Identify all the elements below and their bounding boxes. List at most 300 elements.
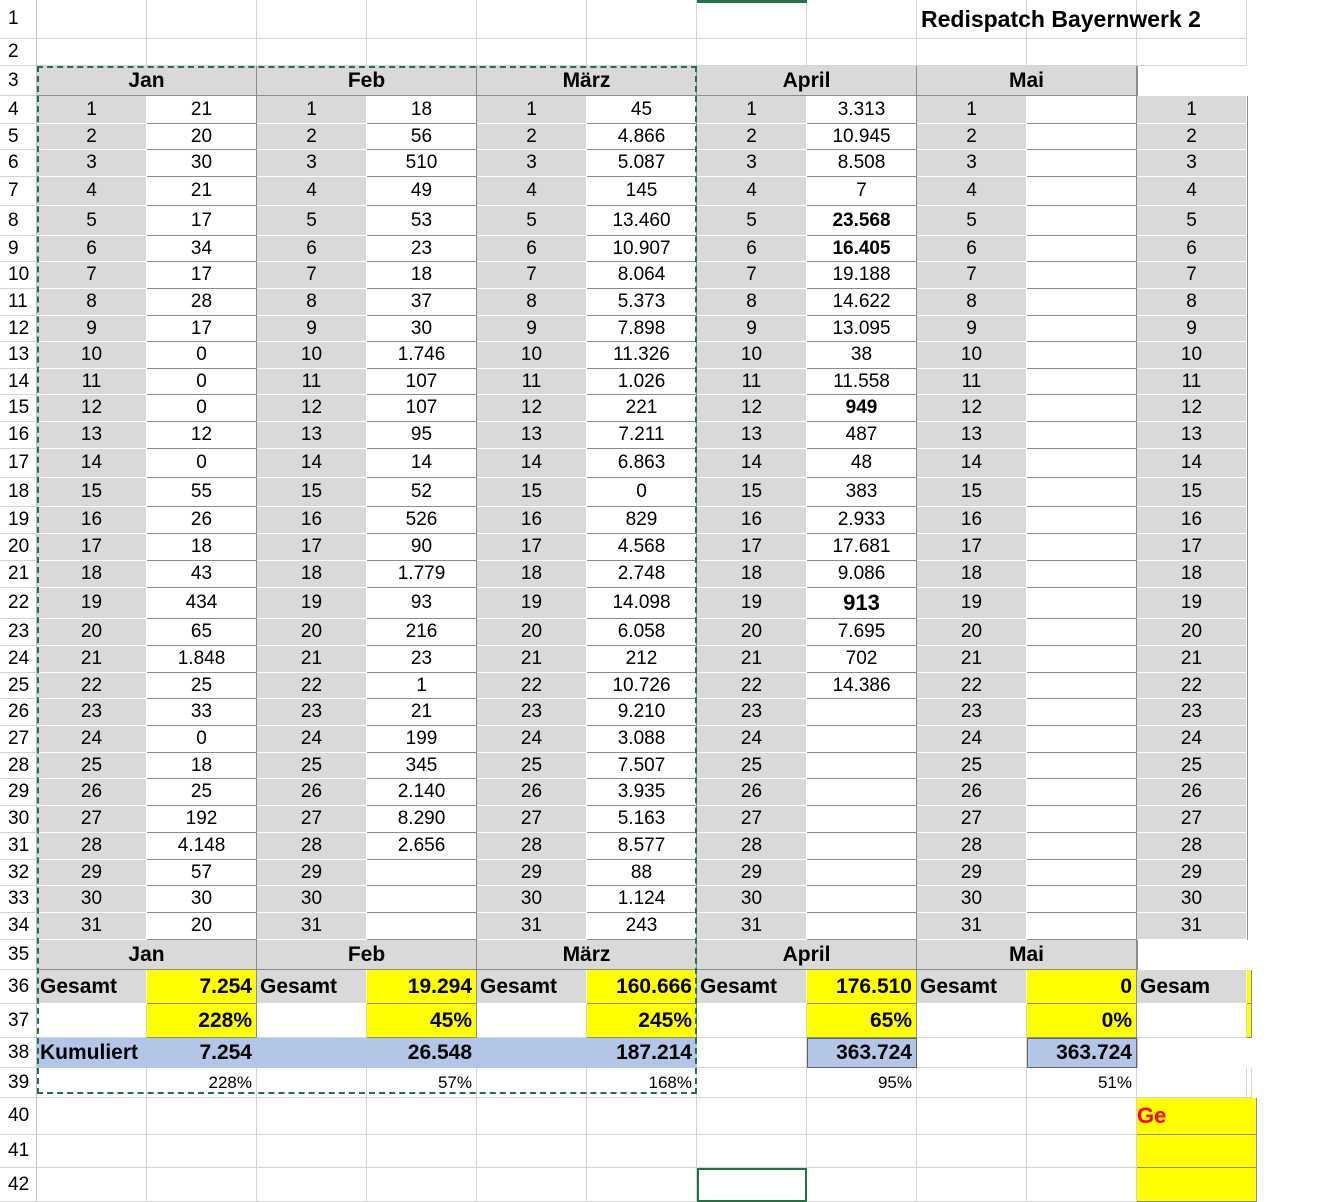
kumuliert-label[interactable]: Kumuliert (37, 1038, 147, 1068)
day-number-cell[interactable]: 21 (257, 646, 367, 673)
value-cell[interactable]: 0 (587, 478, 697, 507)
value-cell[interactable] (1027, 753, 1137, 779)
grid-cell[interactable] (807, 1098, 917, 1135)
grid-cell[interactable] (147, 1098, 257, 1135)
value-cell[interactable] (367, 860, 477, 886)
value-cell[interactable] (807, 699, 917, 726)
day-number-cell[interactable]: 6 (477, 236, 587, 262)
gesamt-value[interactable]: 19.294 (367, 970, 477, 1004)
month-header[interactable]: März (477, 66, 697, 96)
value-cell[interactable]: 221 (587, 395, 697, 422)
day-number-cell[interactable]: 14 (477, 449, 587, 478)
row-header[interactable]: 19 (0, 507, 37, 534)
day-number-cell[interactable]: 5 (1137, 206, 1247, 236)
value-cell[interactable]: 14 (367, 449, 477, 478)
day-number-cell[interactable]: 17 (37, 534, 147, 561)
grid-cell[interactable] (257, 1098, 367, 1135)
day-number-cell[interactable]: 22 (477, 673, 587, 699)
row-header[interactable]: 12 (0, 316, 37, 342)
day-number-cell[interactable]: 2 (477, 124, 587, 150)
day-number-cell[interactable]: 17 (477, 534, 587, 561)
value-cell[interactable]: 216 (367, 619, 477, 646)
kumuliert-value[interactable]: 363.724 (807, 1038, 917, 1068)
grid-cell[interactable] (807, 1135, 917, 1168)
day-number-cell[interactable]: 30 (1137, 886, 1247, 913)
day-number-cell[interactable]: 8 (477, 289, 587, 316)
kumuliert-label[interactable] (477, 1038, 587, 1068)
day-number-cell[interactable]: 1 (917, 96, 1027, 124)
grid-cell[interactable] (257, 0, 367, 39)
value-cell[interactable] (1027, 478, 1137, 507)
gesamt-label[interactable]: Gesamt (917, 970, 1027, 1004)
month-footer-header[interactable]: Mai (917, 940, 1137, 970)
day-number-cell[interactable]: 5 (917, 206, 1027, 236)
day-number-cell[interactable]: 2 (257, 124, 367, 150)
row-header[interactable]: 31 (0, 833, 37, 860)
value-cell[interactable]: 949 (807, 395, 917, 422)
day-number-cell[interactable]: 10 (917, 342, 1027, 369)
value-cell[interactable]: 17 (147, 206, 257, 236)
value-cell[interactable] (1247, 422, 1248, 449)
day-number-cell[interactable]: 6 (1137, 236, 1247, 262)
percent-value[interactable]: 228% (147, 1004, 257, 1038)
value-cell[interactable]: 1.779 (367, 561, 477, 588)
grid-cell[interactable] (587, 0, 697, 39)
day-number-cell[interactable]: 18 (477, 561, 587, 588)
row-header[interactable]: 3 (0, 66, 37, 96)
day-number-cell[interactable]: 7 (1137, 262, 1247, 289)
value-cell[interactable]: 19.188 (807, 262, 917, 289)
day-number-cell[interactable]: 29 (257, 860, 367, 886)
value-cell[interactable] (1247, 96, 1248, 124)
row-header[interactable]: 11 (0, 289, 37, 316)
day-number-cell[interactable]: 13 (37, 422, 147, 449)
day-number-cell[interactable]: 4 (257, 177, 367, 206)
value-cell[interactable]: 49 (367, 177, 477, 206)
row-header[interactable]: 34 (0, 913, 37, 940)
value-cell[interactable]: 199 (367, 726, 477, 753)
row-header[interactable]: 24 (0, 646, 37, 673)
day-number-cell[interactable]: 23 (697, 699, 807, 726)
day-number-cell[interactable]: 7 (37, 262, 147, 289)
blank-cell[interactable] (697, 1004, 807, 1038)
day-number-cell[interactable]: 15 (697, 478, 807, 507)
value-cell[interactable]: 17 (147, 316, 257, 342)
value-cell[interactable]: 88 (587, 860, 697, 886)
value-cell[interactable] (1027, 833, 1137, 860)
value-cell[interactable]: 53 (367, 206, 477, 236)
blank-cell[interactable] (477, 1068, 587, 1098)
day-number-cell[interactable]: 11 (37, 369, 147, 395)
row-header[interactable]: 21 (0, 561, 37, 588)
day-number-cell[interactable]: 21 (37, 646, 147, 673)
value-cell[interactable] (1027, 236, 1137, 262)
day-number-cell[interactable]: 23 (257, 699, 367, 726)
row-header[interactable]: 22 (0, 588, 37, 619)
blank-cell[interactable] (257, 1004, 367, 1038)
day-number-cell[interactable]: 26 (917, 779, 1027, 806)
day-number-cell[interactable]: 9 (257, 316, 367, 342)
day-number-cell[interactable]: 18 (257, 561, 367, 588)
value-cell[interactable] (1027, 177, 1137, 206)
active-cell[interactable] (697, 1168, 807, 1202)
value-cell[interactable]: 10.945 (807, 124, 917, 150)
day-number-cell[interactable]: 27 (257, 806, 367, 833)
month-header[interactable] (1137, 66, 1138, 96)
day-number-cell[interactable]: 27 (1137, 806, 1247, 833)
day-number-cell[interactable]: 11 (257, 369, 367, 395)
value-cell[interactable]: 1.026 (587, 369, 697, 395)
day-number-cell[interactable]: 28 (257, 833, 367, 860)
day-number-cell[interactable]: 6 (917, 236, 1027, 262)
grid-cell[interactable] (1027, 1135, 1137, 1168)
day-number-cell[interactable]: 25 (37, 753, 147, 779)
blank-cell[interactable] (257, 1068, 367, 1098)
grid-cell[interactable] (917, 39, 1027, 66)
blank-cell[interactable] (917, 1004, 1027, 1038)
day-number-cell[interactable]: 16 (697, 507, 807, 534)
value-cell[interactable]: 23.568 (807, 206, 917, 236)
day-number-cell[interactable]: 13 (697, 422, 807, 449)
value-cell[interactable]: 243 (587, 913, 697, 940)
grid-cell[interactable] (257, 1168, 367, 1202)
value-cell[interactable] (1247, 534, 1248, 561)
day-number-cell[interactable]: 10 (257, 342, 367, 369)
row-header[interactable]: 20 (0, 534, 37, 561)
value-cell[interactable]: 57 (147, 860, 257, 886)
gesamt-value[interactable] (1247, 970, 1252, 1004)
day-number-cell[interactable]: 23 (917, 699, 1027, 726)
grid-cell[interactable] (807, 39, 917, 66)
value-cell[interactable]: 17 (147, 262, 257, 289)
row-header[interactable]: 35 (0, 940, 37, 970)
day-number-cell[interactable]: 25 (697, 753, 807, 779)
value-cell[interactable] (807, 753, 917, 779)
row-header[interactable]: 1 (0, 0, 37, 39)
value-cell[interactable]: 14.098 (587, 588, 697, 619)
day-number-cell[interactable]: 13 (1137, 422, 1247, 449)
value-cell[interactable] (1247, 449, 1248, 478)
day-number-cell[interactable]: 25 (917, 753, 1027, 779)
day-number-cell[interactable]: 30 (257, 886, 367, 913)
value-cell[interactable]: 145 (587, 177, 697, 206)
value-cell[interactable] (1027, 262, 1137, 289)
day-number-cell[interactable]: 20 (257, 619, 367, 646)
grid-cell[interactable] (257, 39, 367, 66)
day-number-cell[interactable]: 30 (697, 886, 807, 913)
day-number-cell[interactable]: 10 (477, 342, 587, 369)
day-number-cell[interactable]: 24 (697, 726, 807, 753)
value-cell[interactable] (1247, 833, 1248, 860)
grid-cell[interactable] (807, 0, 917, 39)
summary-header-cell[interactable]: Ge (1137, 1098, 1257, 1135)
value-cell[interactable] (1027, 860, 1137, 886)
value-cell[interactable]: 52 (367, 478, 477, 507)
day-number-cell[interactable]: 17 (697, 534, 807, 561)
gesamt-label[interactable]: Gesamt (477, 970, 587, 1004)
gesamt-label[interactable]: Gesam (1137, 970, 1247, 1004)
value-cell[interactable]: 11.558 (807, 369, 917, 395)
value-cell[interactable]: 212 (587, 646, 697, 673)
gesamt-value[interactable]: 0 (1027, 970, 1137, 1004)
value-cell[interactable]: 25 (147, 779, 257, 806)
day-number-cell[interactable]: 15 (1137, 478, 1247, 507)
day-number-cell[interactable]: 6 (697, 236, 807, 262)
day-number-cell[interactable]: 20 (1137, 619, 1247, 646)
day-number-cell[interactable]: 31 (477, 913, 587, 940)
value-cell[interactable] (1247, 646, 1248, 673)
day-number-cell[interactable]: 2 (37, 124, 147, 150)
day-number-cell[interactable]: 27 (477, 806, 587, 833)
day-number-cell[interactable]: 14 (697, 449, 807, 478)
day-number-cell[interactable]: 12 (697, 395, 807, 422)
month-header[interactable]: Jan (37, 66, 257, 96)
value-cell[interactable]: 2.656 (367, 833, 477, 860)
day-number-cell[interactable]: 23 (37, 699, 147, 726)
row-header[interactable]: 13 (0, 342, 37, 369)
day-number-cell[interactable]: 16 (257, 507, 367, 534)
value-cell[interactable]: 0 (147, 342, 257, 369)
day-number-cell[interactable]: 26 (37, 779, 147, 806)
day-number-cell[interactable]: 24 (477, 726, 587, 753)
day-number-cell[interactable]: 22 (257, 673, 367, 699)
value-cell[interactable]: 30 (367, 316, 477, 342)
value-cell[interactable] (1027, 806, 1137, 833)
value-cell[interactable] (1247, 507, 1248, 534)
value-cell[interactable]: 13.460 (587, 206, 697, 236)
grid-cell[interactable] (917, 1168, 1027, 1202)
day-number-cell[interactable]: 12 (257, 395, 367, 422)
day-number-cell[interactable]: 8 (37, 289, 147, 316)
day-number-cell[interactable]: 12 (37, 395, 147, 422)
value-cell[interactable]: 2.748 (587, 561, 697, 588)
grid-cell[interactable] (917, 1135, 1027, 1168)
grid-cell[interactable] (37, 0, 147, 39)
value-cell[interactable]: 12 (147, 422, 257, 449)
value-cell[interactable] (1027, 422, 1137, 449)
value-cell[interactable]: 18 (147, 753, 257, 779)
value-cell[interactable]: 18 (367, 262, 477, 289)
value-cell[interactable]: 17.681 (807, 534, 917, 561)
gesamt-value[interactable]: 176.510 (807, 970, 917, 1004)
row-header[interactable]: 6 (0, 150, 37, 177)
grid-cell[interactable] (477, 1135, 587, 1168)
day-number-cell[interactable]: 18 (1137, 561, 1247, 588)
value-cell[interactable]: 3.935 (587, 779, 697, 806)
day-number-cell[interactable]: 20 (917, 619, 1027, 646)
day-number-cell[interactable]: 3 (697, 150, 807, 177)
grid-cell[interactable] (697, 1098, 807, 1135)
value-cell[interactable]: 4.148 (147, 833, 257, 860)
day-number-cell[interactable]: 18 (917, 561, 1027, 588)
value-cell[interactable] (1247, 753, 1248, 779)
value-cell[interactable] (1027, 561, 1137, 588)
value-cell[interactable]: 383 (807, 478, 917, 507)
grid-cell[interactable] (697, 1135, 807, 1168)
value-cell[interactable]: 107 (367, 395, 477, 422)
value-cell[interactable] (1247, 289, 1248, 316)
value-cell[interactable] (1247, 561, 1248, 588)
value-cell[interactable] (1027, 619, 1137, 646)
day-number-cell[interactable]: 13 (257, 422, 367, 449)
value-cell[interactable]: 1 (367, 673, 477, 699)
day-number-cell[interactable]: 5 (697, 206, 807, 236)
percent-value[interactable]: 0% (1027, 1004, 1137, 1038)
kumuliert-percent[interactable]: 228% (147, 1068, 257, 1098)
value-cell[interactable] (807, 860, 917, 886)
day-number-cell[interactable]: 23 (1137, 699, 1247, 726)
value-cell[interactable]: 25 (147, 673, 257, 699)
grid-cell[interactable] (697, 0, 807, 39)
blank-cell[interactable] (37, 1004, 147, 1038)
day-number-cell[interactable]: 29 (917, 860, 1027, 886)
row-header[interactable]: 18 (0, 478, 37, 507)
day-number-cell[interactable]: 29 (37, 860, 147, 886)
row-header[interactable]: 17 (0, 449, 37, 478)
value-cell[interactable]: 48 (807, 449, 917, 478)
day-number-cell[interactable]: 30 (37, 886, 147, 913)
month-header[interactable]: Mai (917, 66, 1137, 96)
value-cell[interactable] (807, 913, 917, 940)
gesamt-value[interactable]: 7.254 (147, 970, 257, 1004)
grid-cell[interactable] (477, 0, 587, 39)
value-cell[interactable]: 0 (147, 726, 257, 753)
day-number-cell[interactable]: 1 (257, 96, 367, 124)
day-number-cell[interactable]: 18 (697, 561, 807, 588)
grid-cell[interactable] (587, 1098, 697, 1135)
value-cell[interactable]: 526 (367, 507, 477, 534)
day-number-cell[interactable]: 25 (1137, 753, 1247, 779)
day-number-cell[interactable]: 11 (697, 369, 807, 395)
percent-value[interactable]: 45% (367, 1004, 477, 1038)
value-cell[interactable]: 11.326 (587, 342, 697, 369)
value-cell[interactable]: 345 (367, 753, 477, 779)
day-number-cell[interactable]: 28 (1137, 833, 1247, 860)
row-header[interactable]: 4 (0, 96, 37, 124)
grid-cell[interactable] (1027, 1168, 1137, 1202)
row-header[interactable]: 10 (0, 262, 37, 289)
day-number-cell[interactable]: 31 (37, 913, 147, 940)
row-header[interactable]: 38 (0, 1038, 37, 1068)
grid-cell[interactable] (147, 39, 257, 66)
day-number-cell[interactable]: 22 (917, 673, 1027, 699)
value-cell[interactable] (1027, 96, 1137, 124)
day-number-cell[interactable]: 25 (257, 753, 367, 779)
row-header[interactable]: 15 (0, 395, 37, 422)
value-cell[interactable]: 6.058 (587, 619, 697, 646)
month-footer-header[interactable]: April (697, 940, 917, 970)
day-number-cell[interactable]: 12 (477, 395, 587, 422)
day-number-cell[interactable]: 29 (477, 860, 587, 886)
day-number-cell[interactable]: 17 (257, 534, 367, 561)
day-number-cell[interactable]: 4 (477, 177, 587, 206)
percent-value[interactable]: 65% (807, 1004, 917, 1038)
value-cell[interactable] (1027, 673, 1137, 699)
day-number-cell[interactable]: 7 (477, 262, 587, 289)
value-cell[interactable]: 2.933 (807, 507, 917, 534)
row-header[interactable]: 8 (0, 206, 37, 236)
day-number-cell[interactable]: 29 (697, 860, 807, 886)
value-cell[interactable] (1027, 289, 1137, 316)
value-cell[interactable]: 56 (367, 124, 477, 150)
day-number-cell[interactable]: 7 (257, 262, 367, 289)
value-cell[interactable] (1247, 860, 1248, 886)
value-cell[interactable]: 13.095 (807, 316, 917, 342)
value-cell[interactable]: 1.746 (367, 342, 477, 369)
value-cell[interactable] (1247, 673, 1248, 699)
grid-cell[interactable] (477, 1168, 587, 1202)
blank-cell[interactable] (697, 1068, 807, 1098)
grid-cell[interactable] (147, 0, 257, 39)
day-number-cell[interactable]: 4 (1137, 177, 1247, 206)
value-cell[interactable]: 37 (367, 289, 477, 316)
day-number-cell[interactable]: 21 (1137, 646, 1247, 673)
grid-cell[interactable] (587, 1135, 697, 1168)
value-cell[interactable] (1247, 236, 1248, 262)
day-number-cell[interactable]: 24 (917, 726, 1027, 753)
day-number-cell[interactable]: 4 (697, 177, 807, 206)
grid-cell[interactable] (37, 1135, 147, 1168)
value-cell[interactable] (1247, 316, 1248, 342)
value-cell[interactable] (1027, 534, 1137, 561)
row-header[interactable]: 40 (0, 1098, 37, 1135)
blank-cell[interactable] (697, 1038, 807, 1068)
value-cell[interactable] (1027, 369, 1137, 395)
kumuliert-value[interactable]: 187.214 (587, 1038, 697, 1068)
day-number-cell[interactable]: 11 (477, 369, 587, 395)
row-header[interactable]: 32 (0, 860, 37, 886)
day-number-cell[interactable]: 1 (697, 96, 807, 124)
grid-cell[interactable] (147, 1135, 257, 1168)
value-cell[interactable] (1027, 124, 1137, 150)
day-number-cell[interactable]: 31 (697, 913, 807, 940)
value-cell[interactable] (1027, 449, 1137, 478)
day-number-cell[interactable]: 20 (37, 619, 147, 646)
day-number-cell[interactable]: 29 (1137, 860, 1247, 886)
day-number-cell[interactable]: 26 (697, 779, 807, 806)
day-number-cell[interactable]: 31 (257, 913, 367, 940)
value-cell[interactable] (1027, 395, 1137, 422)
value-cell[interactable] (1027, 507, 1137, 534)
value-cell[interactable] (807, 806, 917, 833)
day-number-cell[interactable]: 19 (477, 588, 587, 619)
blank-cell[interactable] (917, 1038, 1027, 1068)
kumuliert-value[interactable]: 363.724 (1027, 1038, 1137, 1068)
value-cell[interactable]: 5.087 (587, 150, 697, 177)
day-number-cell[interactable]: 19 (1137, 588, 1247, 619)
value-cell[interactable]: 16.405 (807, 236, 917, 262)
value-cell[interactable] (1027, 886, 1137, 913)
row-header[interactable]: 2 (0, 39, 37, 66)
day-number-cell[interactable]: 4 (37, 177, 147, 206)
value-cell[interactable]: 30 (147, 150, 257, 177)
day-number-cell[interactable]: 21 (477, 646, 587, 673)
value-cell[interactable]: 8.508 (807, 150, 917, 177)
day-number-cell[interactable]: 8 (1137, 289, 1247, 316)
day-number-cell[interactable]: 19 (37, 588, 147, 619)
gesamt-value[interactable]: 160.666 (587, 970, 697, 1004)
grid-cell[interactable] (697, 39, 807, 66)
day-number-cell[interactable]: 20 (477, 619, 587, 646)
value-cell[interactable] (1027, 342, 1137, 369)
day-number-cell[interactable]: 22 (1137, 673, 1247, 699)
value-cell[interactable]: 192 (147, 806, 257, 833)
day-number-cell[interactable]: 14 (917, 449, 1027, 478)
value-cell[interactable] (1027, 913, 1137, 940)
day-number-cell[interactable]: 27 (37, 806, 147, 833)
value-cell[interactable] (1027, 699, 1137, 726)
value-cell[interactable] (1247, 395, 1248, 422)
